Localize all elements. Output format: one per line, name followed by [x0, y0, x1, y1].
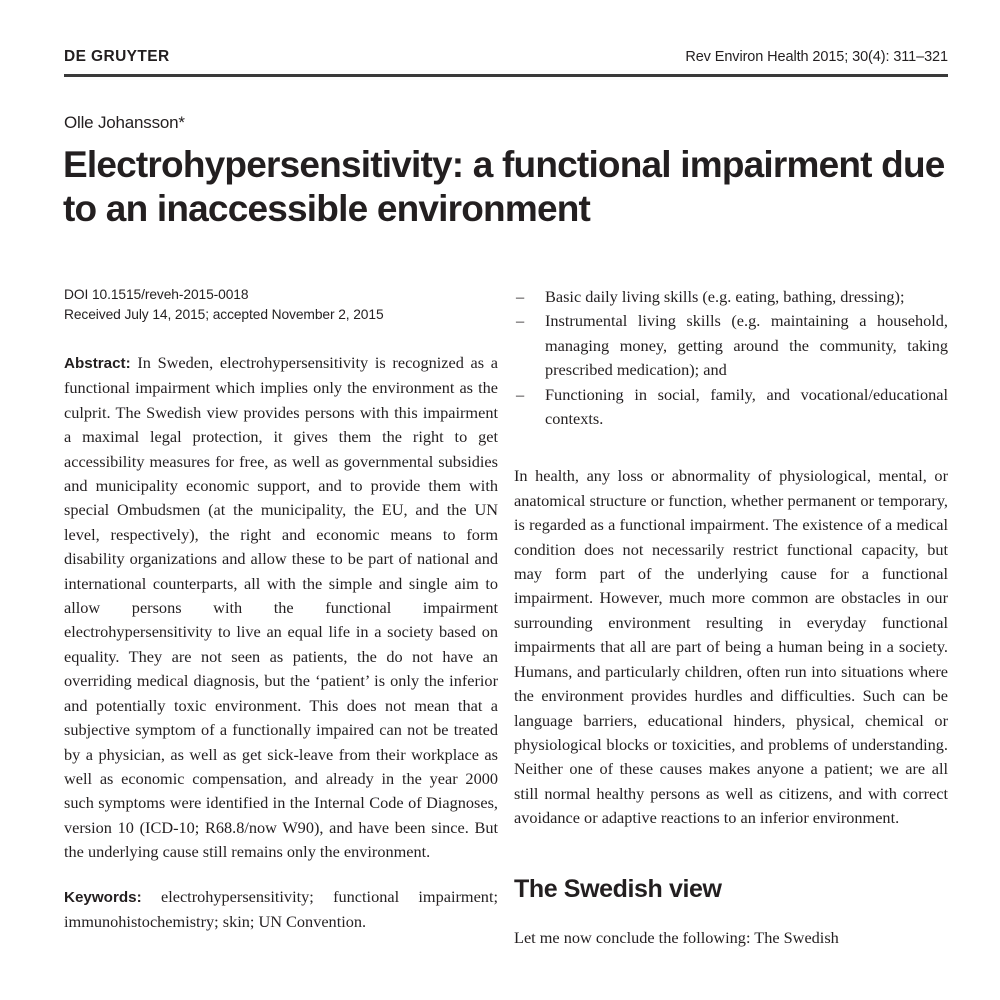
skills-list [514, 285, 948, 431]
abstract-paragraph [64, 351, 498, 865]
list-item [514, 309, 948, 382]
list-item [514, 383, 948, 432]
header-divider [64, 74, 948, 77]
publisher-logo: DE GRUYTER [64, 48, 170, 65]
body-paragraph-conclude: Let me now conclude the following: The Swedish [514, 927, 839, 947]
list-marker-icon: – [516, 384, 525, 404]
list-item-text: Basic daily living skills (e.g. eating, bathing, dressing); [545, 287, 905, 306]
list-marker-icon: – [516, 287, 525, 306]
abstract-text: In Sweden, electrohypersensitivity is recognized as a functional impairment which implies only the environment as the culprit. The Swedish view provides persons with this impairment a maximal legal protection, it gives them the right to get accessibility measures for free, as well as governmental subsidies and municipality economic support, and to provide them with special Ombudsmen (at the municipality, the EU, and the UN level, respectively), the right and economic means to form disability organizations and allow these to be part of national and international counterparts, all with the simple and single aim to allow persons with the functional impairment electrohypersensitivity to live an equal life in a society based on equality. They are not seen as patients, the do not have an overriding medical diagnosis, but the ‘patient’ is only the inferior and potentially toxic environment. This does not mean that a subjective symptom of a functionally impaired can not be treated by a physician, as well as get sick-leave from their workplace as well as economic compensation, and already in the year 2000 such symptoms were identified in the Internal Code of Diagnoses, version 10 (ICD-10; R68.8/now W90), and have been since. But the underlying cause still remains only the environment. [64, 353, 498, 862]
doi-line: DOI 10.1515/reveh-2015-0018 [64, 287, 249, 302]
section-heading-swedish-view: The Swedish view [514, 874, 722, 903]
list-spacer [514, 431, 948, 464]
received-accepted-line: Received July 14, 2015; accepted November 2, 2015 [64, 307, 384, 322]
article-info [64, 285, 498, 325]
body-paragraph-health: In health, any loss or abnormality of physiological, mental, or anatomical structure or function, whether permanent or temporary, is regarded as a functional impairment. The existence of a medical condition does not necessarily restrict functional capacity, but may form part of the underlying cause for a functional impairment. However, much more common are obstacles in our surrounding environment resulting in everyday functional impairments that all are part of being a human being in a society. Humans, and particularly children, often run into situations where the environment provides hurdles and difficulties. Such can be language barriers, educational hinders, physical, chemical or physiological blocks or toxicities, and problems of understanding. Neither one of these causes makes anyone a patient; we are all still normal healthy persons as well as citizens, and with correct avoidance or adaptive reactions to an inferior environment. [514, 466, 948, 828]
list-item-text: Functioning in social, family, and vocational/educational contexts. [545, 384, 948, 429]
keywords-paragraph [64, 885, 498, 935]
journal-citation: Rev Environ Health 2015; 30(4): 311–321 [685, 49, 948, 65]
keywords-text: electrohypersensitivity; functional impairment; immunohistochemistry; skin; UN Convention. [64, 886, 498, 931]
left-column [64, 285, 498, 934]
abstract-label: Abstract: [64, 355, 131, 372]
author-name: Olle Johansson* [64, 113, 185, 132]
keywords-label: Keywords: [64, 888, 142, 906]
page-title: Electrohypersensitivity: a functional impairment due to an inaccessible environment [63, 144, 945, 229]
list-item-text: Instrumental living skills (e.g. maintaining a household, managing money, getting around the community, taking prescribed medication); and [545, 311, 948, 380]
right-column [514, 285, 948, 950]
running-head [64, 48, 948, 66]
list-marker-icon: – [516, 311, 525, 331]
list-item [514, 285, 948, 309]
